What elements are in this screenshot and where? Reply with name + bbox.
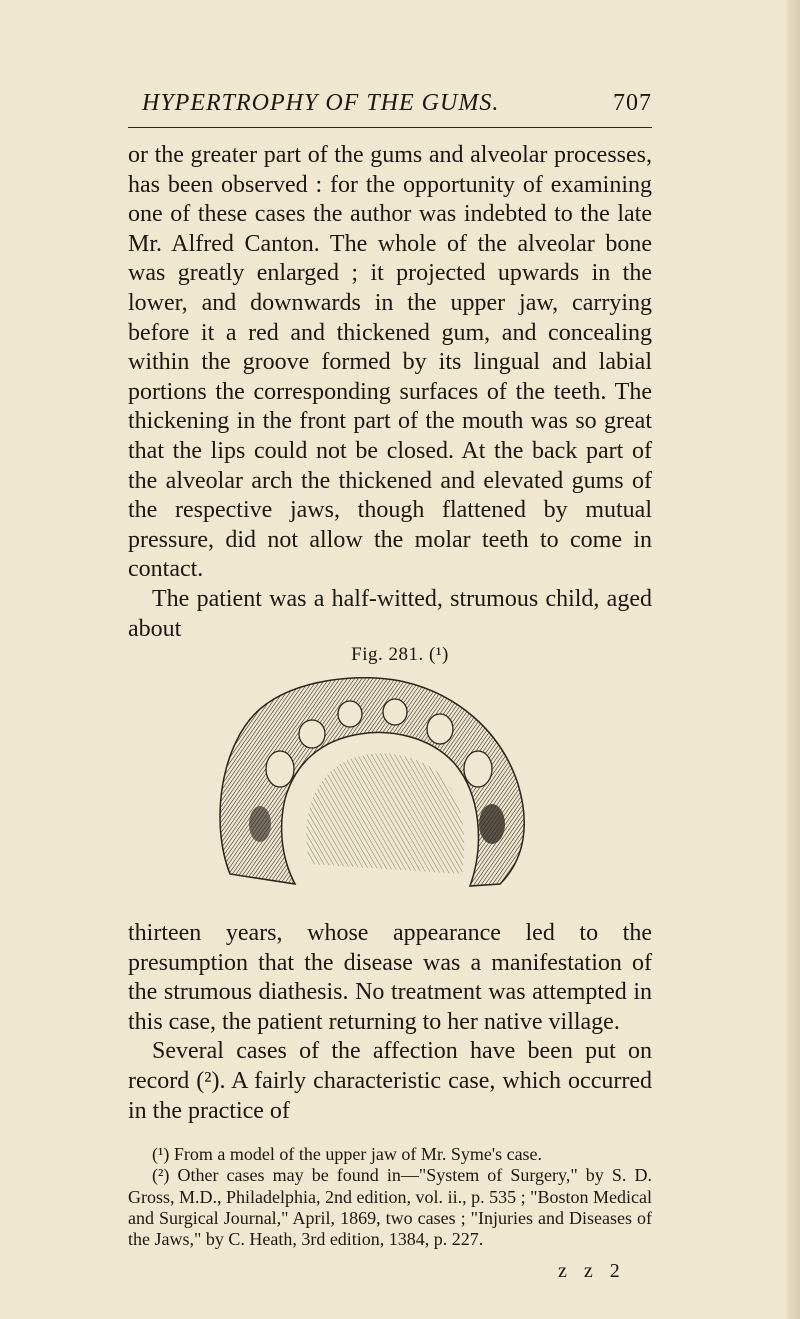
footnotes bbox=[128, 1144, 652, 1250]
paragraph: thirteen years, whose appearance led to the presumption that the disease was a manifestation of the strumous diathesis. No treatment was attempted in this case, the patient returning to her native village. bbox=[128, 920, 652, 1035]
footnote-2: (²) Other cases may be found in—"System of Surgery," by S. D. Gross, M.D., Philadelphia, 2nd edition, vol. ii., p. 535 ; "Boston Medical and Surgical Journal," April, 1869, two cases ; "Injuries and Diseases of the Jaws," by C. Heath, 3rd edition, 1384, p. 227. bbox=[128, 1165, 652, 1250]
figure-caption: Fig. 281. (¹) bbox=[351, 644, 449, 665]
footnote-1: (¹) From a model of the upper jaw of Mr. Syme's case. bbox=[152, 1144, 543, 1164]
running-title: HYPERTROPHY OF THE GUMS. bbox=[142, 90, 500, 116]
body-text-top bbox=[128, 141, 652, 644]
header-rule bbox=[128, 127, 652, 128]
body-text-bottom bbox=[128, 919, 652, 1126]
paragraph: The patient was a half-witted, strumous child, aged about bbox=[128, 585, 652, 642]
page-number: 707 bbox=[613, 90, 652, 116]
paragraph: Several cases of the affection have been put on record (²). A fairly characteristic case, which occurred in the practice of bbox=[128, 1038, 652, 1124]
running-header bbox=[128, 90, 652, 126]
paragraph: or the greater part of the gums and alveolar processes, has been observed : for the opportunity of examining one of these cases the author was indebted to the late Mr. Alfred Canton. The whole of the alveolar bone was greatly enlarged ; it projected upwards in the lower, and downwards in the upper jaw, carrying before it a red and thickened gum, and concealing within the groove formed by its lingual and labial portions the corresponding surfaces of the teeth. The thickening in the front part of the mouth was so great that the lips could not be closed. At the back part of the alveolar arch the thickened and elevated gums of the respective jaws, though flattened by mutual pressure, did not allow the molar teeth to come in contact. bbox=[128, 142, 652, 583]
jaw-illustration bbox=[200, 674, 544, 892]
signature-mark: z z 2 bbox=[558, 1260, 626, 1282]
